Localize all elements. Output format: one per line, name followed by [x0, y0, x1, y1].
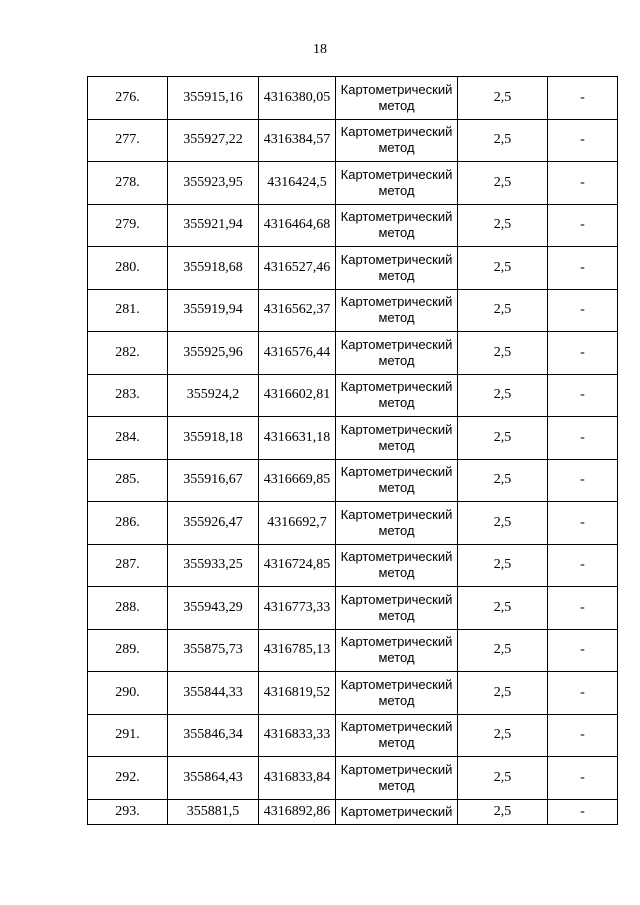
accuracy-cell: 2,5 — [458, 162, 548, 205]
point-number-cell: 278. — [88, 162, 168, 205]
method-cell — [336, 77, 458, 120]
x-coordinate-cell: 355923,95 — [168, 162, 259, 205]
method-cell — [336, 672, 458, 715]
method-cell — [336, 374, 458, 417]
method-label-line-2: метод — [378, 735, 415, 751]
note-cell: - — [548, 587, 618, 630]
x-coordinate-cell: 355921,94 — [168, 204, 259, 247]
method-label-line-1: Картометрический — [340, 591, 453, 607]
table-row — [88, 459, 618, 502]
point-number-cell: 280. — [88, 247, 168, 290]
note-cell: - — [548, 77, 618, 120]
method-label-line-1: Картометрический — [340, 336, 453, 352]
accuracy-cell: 2,5 — [458, 629, 548, 672]
point-number-cell: 277. — [88, 119, 168, 162]
method-cell — [336, 459, 458, 502]
method-cell — [336, 204, 458, 247]
note-cell: - — [548, 162, 618, 205]
y-coordinate-cell: 4316631,18 — [259, 417, 336, 460]
x-coordinate-cell: 355925,96 — [168, 332, 259, 375]
method-label-line-2: метод — [378, 777, 415, 793]
method-label-line-2: метод — [378, 650, 415, 666]
x-coordinate-cell: 355933,25 — [168, 544, 259, 587]
method-cell — [336, 799, 458, 824]
table-row — [88, 374, 618, 417]
method-cell — [336, 714, 458, 757]
y-coordinate-cell: 4316424,5 — [259, 162, 336, 205]
point-number-cell: 287. — [88, 544, 168, 587]
y-coordinate-cell: 4316576,44 — [259, 332, 336, 375]
x-coordinate-cell: 355915,16 — [168, 77, 259, 120]
method-cell — [336, 119, 458, 162]
accuracy-cell: 2,5 — [458, 714, 548, 757]
method-label-line-2: метод — [378, 267, 415, 283]
y-coordinate-cell: 4316380,05 — [259, 77, 336, 120]
x-coordinate-cell: 355924,2 — [168, 374, 259, 417]
method-cell — [336, 629, 458, 672]
table-row — [88, 629, 618, 672]
table-row — [88, 289, 618, 332]
y-coordinate-cell: 4316724,85 — [259, 544, 336, 587]
table-row — [88, 714, 618, 757]
table-row — [88, 757, 618, 800]
x-coordinate-cell: 355881,5 — [168, 799, 259, 824]
note-cell: - — [548, 459, 618, 502]
point-number-cell: 292. — [88, 757, 168, 800]
accuracy-cell: 2,5 — [458, 587, 548, 630]
table-body — [88, 77, 618, 825]
point-number-cell: 286. — [88, 502, 168, 545]
point-number-cell: 284. — [88, 417, 168, 460]
note-cell: - — [548, 714, 618, 757]
point-number-cell: 276. — [88, 77, 168, 120]
table-row — [88, 77, 618, 120]
accuracy-cell: 2,5 — [458, 799, 548, 824]
table-row — [88, 247, 618, 290]
y-coordinate-cell: 4316384,57 — [259, 119, 336, 162]
point-number-cell: 282. — [88, 332, 168, 375]
table-row — [88, 544, 618, 587]
method-cell — [336, 289, 458, 332]
y-coordinate-cell: 4316669,85 — [259, 459, 336, 502]
method-label-line-2: метод — [378, 437, 415, 453]
x-coordinate-cell: 355926,47 — [168, 502, 259, 545]
x-coordinate-cell: 355918,68 — [168, 247, 259, 290]
accuracy-cell: 2,5 — [458, 672, 548, 715]
method-label-line-1: Картометрический — [340, 166, 453, 182]
x-coordinate-cell: 355875,73 — [168, 629, 259, 672]
y-coordinate-cell: 4316773,33 — [259, 587, 336, 630]
method-label-line-1: Картометрический — [340, 209, 453, 225]
method-label-line-1: Картометрический — [340, 251, 453, 267]
accuracy-cell: 2,5 — [458, 544, 548, 587]
point-number-cell: 285. — [88, 459, 168, 502]
table-row — [88, 587, 618, 630]
note-cell: - — [548, 502, 618, 545]
point-number-cell: 283. — [88, 374, 168, 417]
table-row — [88, 204, 618, 247]
x-coordinate-cell: 355918,18 — [168, 417, 259, 460]
accuracy-cell: 2,5 — [458, 119, 548, 162]
y-coordinate-cell: 4316562,37 — [259, 289, 336, 332]
method-cell — [336, 502, 458, 545]
table-row — [88, 672, 618, 715]
method-label-line-2: метод — [378, 310, 415, 326]
method-label-line-2: метод — [378, 480, 415, 496]
point-number-cell: 291. — [88, 714, 168, 757]
method-label: Картометрический — [340, 803, 453, 819]
point-number-cell: 290. — [88, 672, 168, 715]
method-label-line-2: метод — [378, 565, 415, 581]
table-row — [88, 332, 618, 375]
y-coordinate-cell: 4316464,68 — [259, 204, 336, 247]
note-cell: - — [548, 119, 618, 162]
note-cell: - — [548, 417, 618, 460]
note-cell: - — [548, 629, 618, 672]
method-label-line-1: Картометрический — [340, 81, 453, 97]
method-label-line-2: метод — [378, 140, 415, 156]
note-cell: - — [548, 544, 618, 587]
table-row — [88, 417, 618, 460]
note-cell: - — [548, 332, 618, 375]
note-cell: - — [548, 204, 618, 247]
x-coordinate-cell: 355919,94 — [168, 289, 259, 332]
x-coordinate-cell: 355943,29 — [168, 587, 259, 630]
method-label-line-1: Картометрический — [340, 761, 453, 777]
method-label-line-1: Картометрический — [340, 634, 453, 650]
accuracy-cell: 2,5 — [458, 757, 548, 800]
method-label-line-1: Картометрический — [340, 719, 453, 735]
method-label-line-2: метод — [378, 97, 415, 113]
method-label-line-2: метод — [378, 352, 415, 368]
x-coordinate-cell: 355864,43 — [168, 757, 259, 800]
note-cell: - — [548, 374, 618, 417]
accuracy-cell: 2,5 — [458, 417, 548, 460]
method-cell — [336, 162, 458, 205]
note-cell: - — [548, 757, 618, 800]
y-coordinate-cell: 4316892,86 — [259, 799, 336, 824]
method-label-line-2: метод — [378, 395, 415, 411]
point-number-cell: 289. — [88, 629, 168, 672]
x-coordinate-cell: 355927,22 — [168, 119, 259, 162]
method-label-line-1: Картометрический — [340, 124, 453, 140]
y-coordinate-cell: 4316819,52 — [259, 672, 336, 715]
method-label-line-1: Картометрический — [340, 294, 453, 310]
table-row — [88, 799, 618, 824]
method-label-line-1: Картометрический — [340, 676, 453, 692]
method-label-line-2: метод — [378, 225, 415, 241]
accuracy-cell: 2,5 — [458, 374, 548, 417]
note-cell: - — [548, 289, 618, 332]
x-coordinate-cell: 355844,33 — [168, 672, 259, 715]
method-cell — [336, 587, 458, 630]
table-row — [88, 119, 618, 162]
note-cell: - — [548, 672, 618, 715]
point-number-cell: 281. — [88, 289, 168, 332]
accuracy-cell: 2,5 — [458, 77, 548, 120]
table-row — [88, 162, 618, 205]
table-row — [88, 502, 618, 545]
method-cell — [336, 417, 458, 460]
method-label-line-2: метод — [378, 607, 415, 623]
method-label-line-1: Картометрический — [340, 464, 453, 480]
method-label-line-2: метод — [378, 182, 415, 198]
note-cell: - — [548, 247, 618, 290]
x-coordinate-cell: 355916,67 — [168, 459, 259, 502]
y-coordinate-cell: 4316692,7 — [259, 502, 336, 545]
method-cell — [336, 332, 458, 375]
method-cell — [336, 757, 458, 800]
method-label-line-1: Картометрический — [340, 421, 453, 437]
page-number: 18 — [313, 42, 327, 57]
y-coordinate-cell: 4316527,46 — [259, 247, 336, 290]
note-cell: - — [548, 799, 618, 824]
point-number-cell: 279. — [88, 204, 168, 247]
coordinates-table — [87, 76, 618, 825]
y-coordinate-cell: 4316602,81 — [259, 374, 336, 417]
method-cell — [336, 247, 458, 290]
accuracy-cell: 2,5 — [458, 502, 548, 545]
method-label-line-1: Картометрический — [340, 379, 453, 395]
method-label-line-1: Картометрический — [340, 506, 453, 522]
method-cell — [336, 544, 458, 587]
method-label-line-1: Картометрический — [340, 549, 453, 565]
point-number-cell: 288. — [88, 587, 168, 630]
x-coordinate-cell: 355846,34 — [168, 714, 259, 757]
accuracy-cell: 2,5 — [458, 459, 548, 502]
accuracy-cell: 2,5 — [458, 204, 548, 247]
accuracy-cell: 2,5 — [458, 289, 548, 332]
y-coordinate-cell: 4316833,33 — [259, 714, 336, 757]
accuracy-cell: 2,5 — [458, 247, 548, 290]
y-coordinate-cell: 4316785,13 — [259, 629, 336, 672]
accuracy-cell: 2,5 — [458, 332, 548, 375]
y-coordinate-cell: 4316833,84 — [259, 757, 336, 800]
method-label-line-2: метод — [378, 522, 415, 538]
point-number-cell: 293. — [88, 799, 168, 824]
method-label-line-2: метод — [378, 692, 415, 708]
